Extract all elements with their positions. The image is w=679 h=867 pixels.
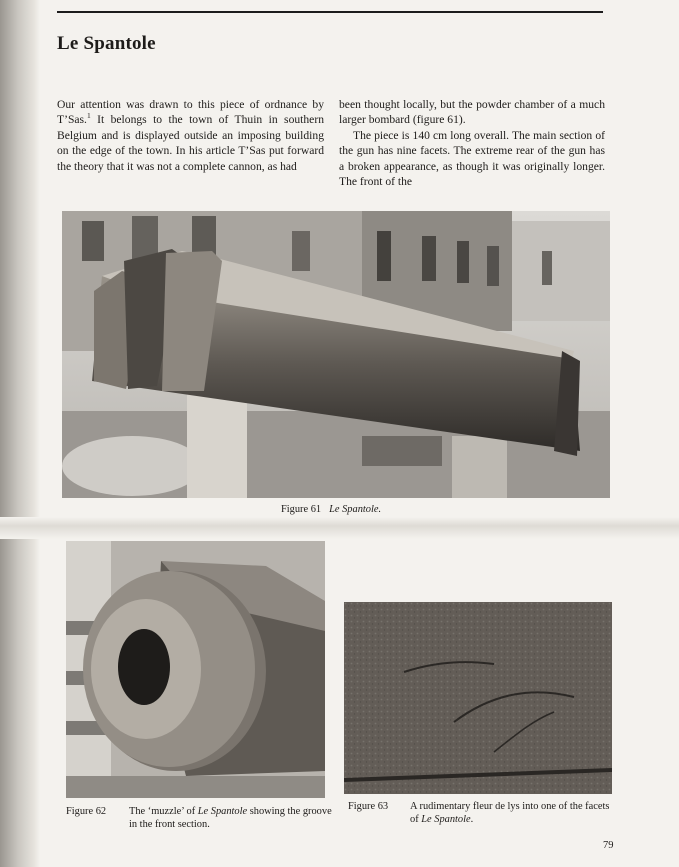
- figure-63-photo: [344, 602, 612, 794]
- figure-63-title: Le Spantole: [421, 814, 471, 825]
- figure-62-title: Le Spantole: [197, 806, 248, 817]
- figure-63-text-before: A rudimentary fleur de lys into one of the facets of: [410, 801, 610, 825]
- figure-62-text-after: showing the groove in the front section.: [129, 806, 332, 830]
- paragraph-left-start: Our attention was drawn to this piece of ordnance by T’Sas.: [57, 98, 324, 127]
- page-fold-shadow: [0, 517, 679, 539]
- figure-61-number: Figure 61: [281, 504, 322, 515]
- page-number: 79: [603, 840, 614, 851]
- paragraph-left-cont: It belongs to the town of Thuin in southern Belgium and is displayed outside an imposing building on the edge of the town. In his article T’Sas put forward the theory that it was not a complete cannon, as had: [57, 113, 324, 173]
- figure-62-text-before: The ‘muzzle’ of: [129, 806, 198, 817]
- figure-63-number: Figure 63: [348, 801, 389, 812]
- figure-61-title: Le Spantole.: [329, 504, 382, 515]
- book-spine-shadow: [0, 0, 40, 867]
- figure-63-caption: [410, 800, 618, 826]
- figure-62-photo: [66, 541, 325, 798]
- footnote-marker: 1: [86, 111, 91, 121]
- text-column-left: [57, 97, 324, 174]
- figure-61-caption: [281, 503, 381, 516]
- figure-63-text-after: .: [470, 814, 474, 825]
- figure-62-number: Figure 62: [66, 806, 107, 817]
- figure-61-photo: [62, 211, 610, 498]
- section-heading: Le Spantole: [57, 33, 156, 54]
- paragraph-right-1: been thought locally, but the powder chamber of a much larger bombard (figure 61).: [339, 98, 605, 127]
- paragraph-right-2: The piece is 140 cm long overall. The main section of the gun has nine facets. The extreme rear of the gun has a broken appearance, as though it was originally longer. The front of the: [339, 128, 605, 189]
- header-rule: [57, 11, 603, 13]
- paragraph-left: [57, 97, 324, 174]
- text-column-right: [339, 97, 605, 189]
- figure-62-caption: [129, 805, 334, 831]
